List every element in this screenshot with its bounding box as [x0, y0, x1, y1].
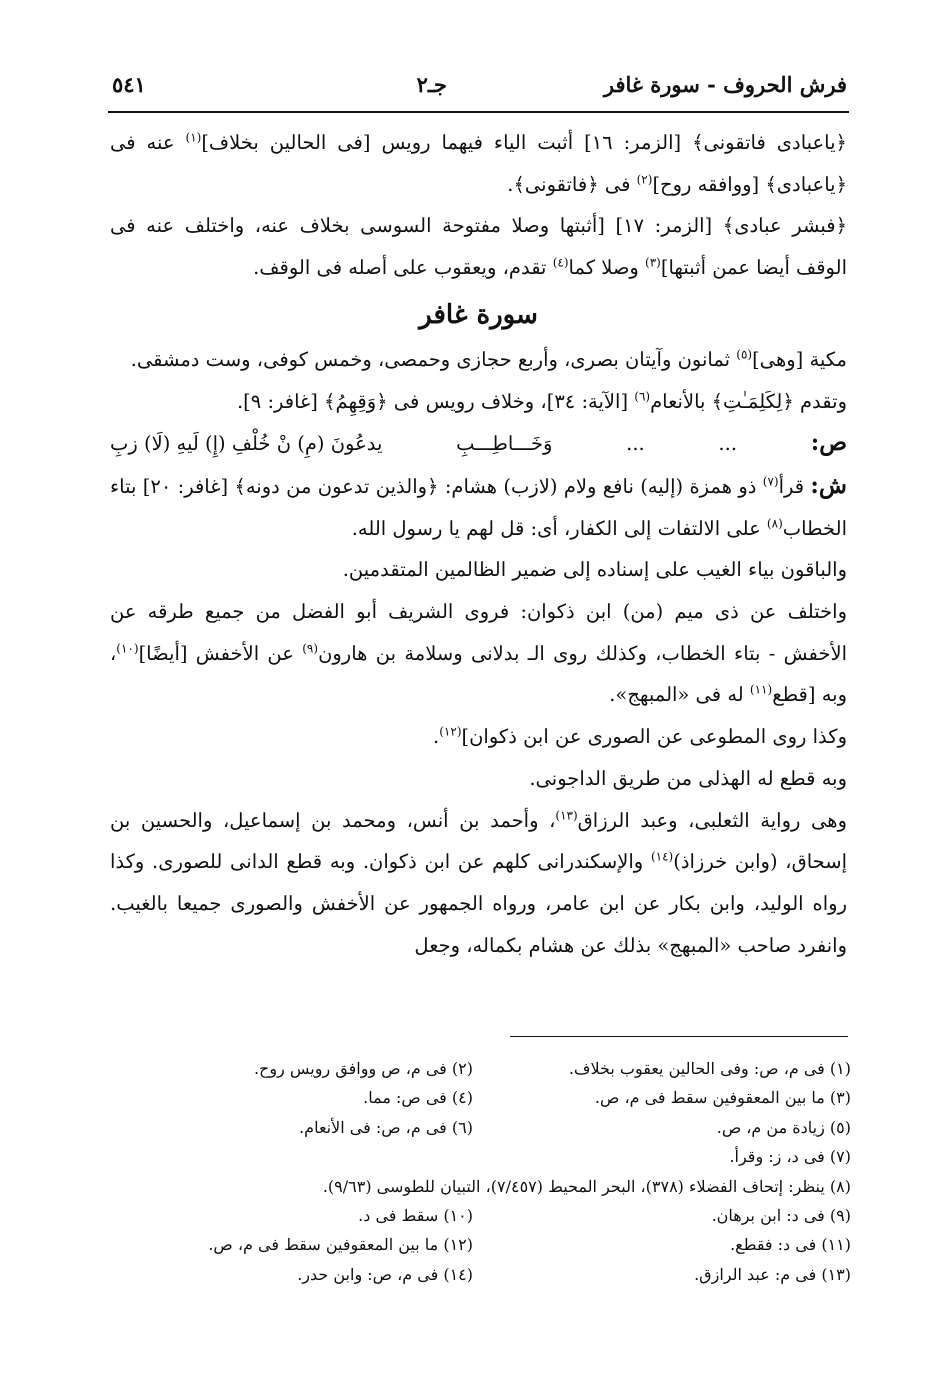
footnote-ref-5: (٥)	[736, 347, 753, 362]
header-volume: جـ٢	[416, 72, 447, 97]
main-text	[110, 122, 847, 966]
footnote-row	[100, 1172, 851, 1201]
footnote-12: (١٢) ما بين المعقوفين سقط فى م، ص.	[208, 1235, 473, 1255]
paragraph-5: ش: قرأ$^{(٧)}$ ذو همزة (إليه) نافع ولام (لازب) هشام: ﴿والذين تدعون من دونه﴾ [غافر: ٢٠] بتاء الخطاب$^{(٨)}$ على الالتفات إلى الكفار، أى: قل لهم يا رسول الله.	[110, 471, 847, 540]
footnote-ref-6: (٦)	[634, 389, 651, 404]
footnote-ref-1: (١)	[185, 130, 202, 145]
paragraph-10: وهى رواية الثعلبى، وعبد الرزاق$^{(١٣)}$، وأحمد بن أنس، ومحمد بن إسماعيل، والحسين بن إسحاق، (وابن خرزاذ)$^{(١٤)}$ والإسكندرانى كلهم عن ابن ذكوان. وبه قطع الدانى للصورى. وكذا رواه الوليد، وابن بكار عن ابن عامر، ورواه الجمهور عن الأخفش والصورى جميعا بالغيب. وانفرد صاحب «المبهج» بذلك عن هشام بكماله، وجعل	[110, 808, 847, 957]
footnote-9: (٩) فى د: ابن برهان.	[711, 1205, 851, 1225]
footnote-11: (١١) فى د: فقطع.	[730, 1235, 851, 1255]
paragraph-1: ﴿ياعبادى فاتقونى﴾ [الزمر: ١٦] أثبت الياء فيهما رويس [فى الحالين بخلاف]$^{(١)}$ عنه فى ﴿ياعبادى﴾ [ووافقه روح]$^{(٢)}$ فى ﴿فاتقونى﴾.	[110, 130, 847, 196]
footnote-ref-8: (٨)	[766, 516, 783, 531]
paragraph-2: ﴿فبشر عبادى﴾ [الزمر: ١٧] [أثبتها وصلا مفتوحة السوسى بخلاف عنه، واختلف عنه فى الوقف أيضا عمن أثبتها]$^{(٣)}$ وصلا كما$^{(٤)}$ تقدم، ويعقوب على أصله فى الوقف.	[110, 214, 847, 280]
header-rule	[108, 111, 849, 113]
page-number: ٥٤١	[112, 72, 146, 97]
footnote-1: (١) فى م، ص: وفى الحالين يعقوب بخلاف.	[568, 1059, 851, 1078]
footnote-row	[100, 1230, 851, 1259]
sharh-mark: ش:	[810, 471, 847, 499]
footnote-ref-3: (٣)	[645, 255, 661, 270]
footnote-row	[100, 1113, 851, 1142]
paragraph-7: واختلف عن ذى ميم (من) ابن ذكوان: فروى الشريف أبو الفضل من جميع طرقه عن الأخفش - بتاء الخطاب، وكذلك روى الـ بدلانى وسلامة بن هارون$^{(٩)}$ عن الأخفش [أيضًا]$^{(١٠)}$، وبه [قطع$^{(١١)}$ له فى «المبهج».	[110, 600, 847, 707]
footnotes	[100, 1054, 851, 1289]
footnote-6: (٦) فى م، ص: فى الأنعام.	[299, 1117, 473, 1137]
footnote-10: (١٠) سقط فى د.	[358, 1205, 473, 1225]
footnote-row	[100, 1201, 851, 1230]
footnote-ref-12: (١٢)	[439, 724, 462, 739]
footnote-rule	[510, 1036, 848, 1037]
verse-ellipsis-2: ...	[626, 432, 645, 456]
running-header	[112, 72, 847, 108]
paragraph-9: وبه قطع له الهذلى من طريق الداجونى.	[529, 766, 847, 790]
header-title: فرش الحروف - سورة غافر	[603, 72, 847, 97]
footnote-7: (٧) فى د، ز: وقرأ.	[729, 1147, 851, 1167]
footnote-ref-14: (١٤)	[650, 849, 674, 864]
sura-title: سورة غافر	[419, 299, 538, 330]
verse-line	[110, 422, 847, 465]
verse-hemistich: يدعُونَ (مِ) نْ خُلْفِ (إِ) لَيهِ (لَا) زبِ	[110, 432, 383, 456]
verse-mark: ص:	[810, 429, 847, 457]
footnote-row	[100, 1260, 851, 1289]
verse-word: وَخَـــاطِـــبِ	[456, 432, 553, 456]
paragraph-3: مكية [وهى]$^{(٥)}$ ثمانون وآيتان بصرى، وأربع حجازى وحمصى، وخمس كوفى، وست دمشقى.	[130, 347, 847, 371]
footnote-row	[100, 1142, 851, 1171]
footnote-ref-10: (١٠)	[116, 641, 139, 656]
paragraph-8: وكذا روى المطوعى عن الصورى عن ابن ذكوان]$^{(١٢)}$.	[433, 724, 847, 749]
footnote-ref-13: (١٣)	[555, 808, 578, 823]
footnote-ref-2: (٢)	[636, 172, 653, 187]
paragraph-4: وتقدم ﴿لِكَلِمَـٰتِ﴾ بالأنعام$^{(٦)}$ [الآية: ٣٤]، وخلاف رويس فى ﴿وَقِهِمُ﴾ [غافر: ٩].	[236, 389, 847, 413]
footnote-ref-11: (١١)	[749, 682, 773, 697]
footnote-ref-4: (٤)	[552, 255, 569, 270]
footnote-ref-9: (٩)	[302, 641, 319, 656]
paragraph-6: والباقون بياء الغيب على إسناده إلى ضمير الظالمين المتقدمين.	[342, 558, 847, 582]
footnote-8: (٨) ينظر: إتحاف الفضلاء (٣٧٨)، البحر المحيط (٧/٤٥٧)، التبيان للطوسى (٩/٦٣).	[322, 1176, 851, 1196]
footnote-2: (٢) فى م، ص ووافق رويس روح.	[253, 1059, 473, 1078]
verse-ellipsis-1: ...	[718, 432, 738, 456]
footnote-4: (٤) فى ص: مما.	[363, 1088, 473, 1108]
footnote-row	[100, 1054, 851, 1083]
footnote-row	[100, 1083, 851, 1112]
footnote-3: (٣) ما بين المعقوفين سقط فى م، ص.	[594, 1088, 851, 1108]
footnote-ref-7: (٧)	[762, 474, 779, 489]
footnote-13: (١٣) فى م: عبد الرازق.	[694, 1264, 851, 1284]
footnote-14: (١٤) فى م، ص: وابن حدر.	[297, 1264, 473, 1284]
footnote-5: (٥) زيادة من م، ص.	[716, 1117, 851, 1137]
